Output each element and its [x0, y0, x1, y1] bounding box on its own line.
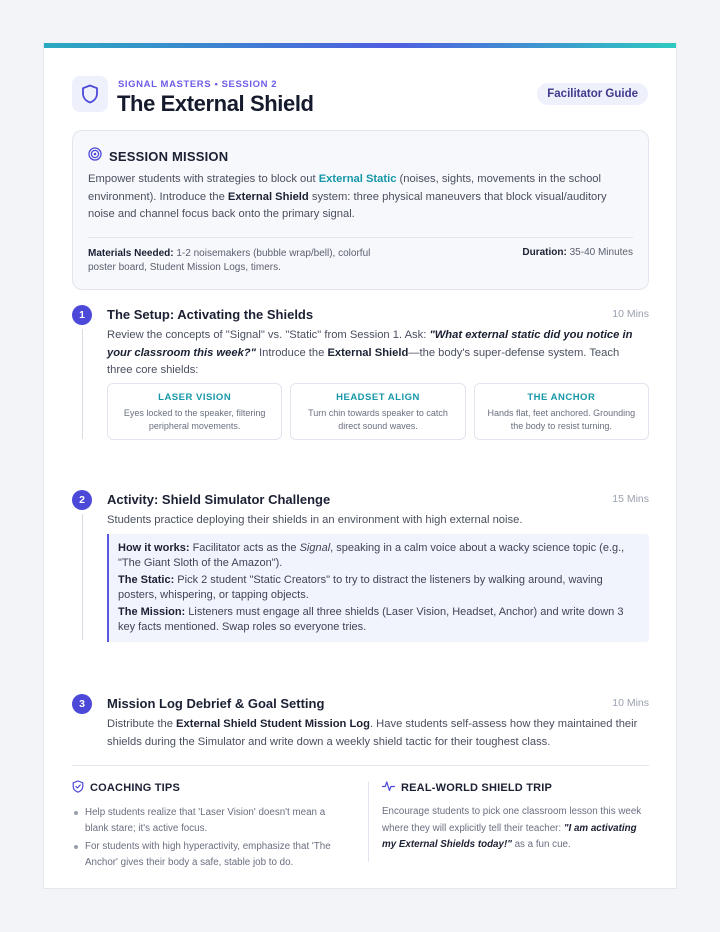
step-2	[72, 490, 649, 650]
step-connector	[82, 329, 83, 439]
shield-icon	[72, 76, 108, 112]
header	[72, 76, 648, 120]
step-connector	[82, 514, 83, 640]
tips-section	[72, 765, 649, 868]
shield-card-headset-align: HEADSET ALIGN Turn chin towards speaker to catch direct sound waves.	[290, 383, 465, 440]
step-1	[72, 305, 649, 445]
gradient-top-bar	[44, 43, 676, 48]
step-number: 2	[72, 490, 92, 510]
shield-card-the-anchor: THE ANCHOR Hands flat, feet anchored. Grounding the body to resist turning.	[474, 383, 649, 440]
step-number: 3	[72, 694, 92, 714]
step-title: The Setup: Activating the Shields	[107, 307, 314, 322]
step-title: Mission Log Debrief & Goal Setting	[107, 696, 325, 711]
step-body: Students practice deploying their shields in an environment with high external noise.	[107, 514, 523, 526]
divider	[368, 782, 369, 862]
mission-title: SESSION MISSION	[109, 149, 229, 164]
external-static-highlight: External Static	[318, 173, 397, 185]
how-it-works-callout: How it works: Facilitator acts as the Signal, speaking in a calm voice about a wacky science topic (e.g., "The Giant Sloth of the Amazon"). The Static: Pick 2 student "Static Creators" to try to distract the listeners by walking around, waving posters, whispering, or tapping objects. The Mission: Listeners must engage all three shields (Laser Vision, Headset, Anchor) and write down 3 key facts mentioned. Swap roles so everyone tries.	[107, 534, 649, 642]
real-world-shield-trip	[382, 780, 646, 854]
step-duration: 10 Mins	[612, 308, 649, 320]
list-item: Help students realize that 'Laser Vision' doesn't mean a blank stare; it's active focus.	[72, 805, 344, 837]
guide-page	[43, 43, 677, 889]
shield-trip-text: Encourage students to pick one classroom lesson this week where they will explicitly tell their teacher: "I am activating my External Shields today!" as a fun cue.	[382, 806, 642, 850]
step-body: Review the concepts of "Signal" vs. "Static" from Session 1. Ask: "What external static did you notice in your classroom this week?" Introduce the External Shield—the body's super-defense system. Teach three core shields:	[107, 329, 633, 376]
mission-description: Empower students with strategies to block out External Static (noises, sights, movements in the school environment). Introduce the External Shield system: three physical maneuvers that block visual/auditory noise and channel focus back onto the primary signal.	[88, 173, 607, 220]
step-number: 1	[72, 305, 92, 325]
duration: Duration: 35-40 Minutes	[522, 247, 633, 258]
step-duration: 15 Mins	[612, 493, 649, 505]
materials-needed: Materials Needed: 1-2 noisemakers (bubble wrap/bell), colorful poster board, Student Mission Logs, timers.	[88, 248, 371, 273]
step-title: Activity: Shield Simulator Challenge	[107, 492, 331, 507]
page-title: The External Shield	[117, 91, 314, 116]
list-item: For students with high hyperactivity, emphasize that 'The Anchor' gives their body a safe, stable job to do.	[72, 839, 344, 871]
step-duration: 10 Mins	[612, 697, 649, 709]
coaching-tips-title: COACHING TIPS	[90, 782, 180, 794]
pulse-icon	[382, 780, 395, 795]
shield-card-laser-vision: LASER VISION Eyes locked to the speaker, filtering peripheral movements.	[107, 383, 282, 440]
step-3	[72, 694, 649, 754]
session-kicker: SIGNAL MASTERS • SESSION 2	[118, 79, 278, 90]
session-mission-card	[72, 130, 649, 290]
facilitator-guide-badge: Facilitator Guide	[537, 83, 648, 105]
divider	[88, 237, 633, 238]
core-shields	[107, 383, 649, 440]
coaching-tips	[72, 780, 344, 873]
shield-check-icon	[72, 780, 84, 796]
shield-trip-title: REAL-WORLD SHIELD TRIP	[401, 781, 553, 794]
step-body: Distribute the External Shield Student Mission Log. Have students self-assess how they maintained their shields during the Simulator and write down a weekly shield tactic for their toughest class.	[107, 718, 638, 748]
target-icon	[88, 147, 102, 166]
